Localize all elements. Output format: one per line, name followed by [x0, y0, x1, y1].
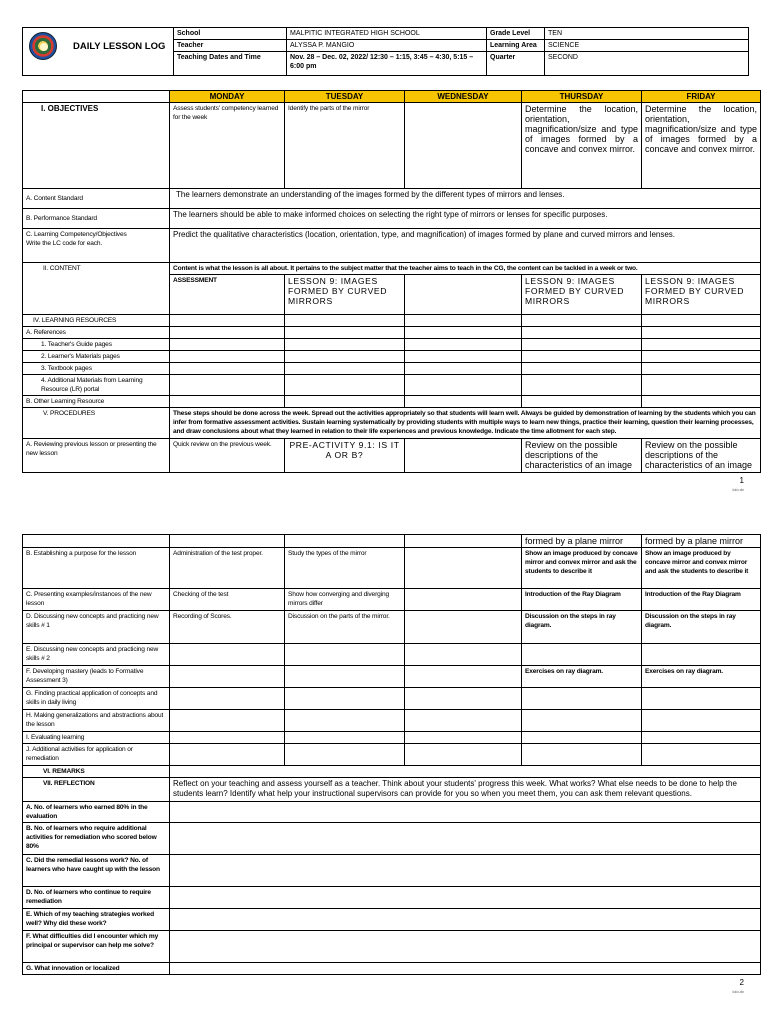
header-value-teacher: ALYSSA P. MANGIO	[287, 40, 487, 52]
reflection-item-c: C. Did the remedial lessons work? No. of learners who have caught up with the lesson	[23, 855, 170, 887]
procedure-g-wednesday	[405, 688, 522, 710]
procedure-i-wednesday	[405, 732, 522, 744]
content-standard-label: A. Content Standard	[23, 189, 170, 209]
reflection-answer-g[interactable]	[170, 963, 761, 975]
procedure-g-monday	[170, 688, 285, 710]
procedure-i-friday	[642, 732, 761, 744]
header-logo-cell	[23, 28, 174, 76]
procedure-f-wednesday	[405, 666, 522, 688]
procedure-e-friday	[642, 644, 761, 666]
objectives-thursday: Determine the location, orientation, magnification/size and type of images formed by a concave and convex mirror.	[522, 103, 642, 189]
procedure-e-monday	[170, 644, 285, 666]
header-value-dates: Nov. 28 – Dec. 02, 2022/ 12:30 – 1:15, 3:45 – 4:30, 5:15 – 6:00 pm	[287, 52, 487, 76]
procedure-b-label: B. Establishing a purpose for the lesson	[23, 548, 170, 589]
header-label-area: Learning Area	[487, 40, 545, 52]
reflection-answer-c[interactable]	[170, 855, 761, 887]
header-table	[22, 27, 749, 76]
procedure-j-label: J. Additional activities for application or remediation	[23, 744, 170, 766]
procedure-c-friday: Introduction of the Ray Diagram	[642, 589, 761, 611]
procedure-h-monday	[170, 710, 285, 732]
procedure-d-thursday: Discussion on the steps in ray diagram.	[522, 611, 642, 644]
procedure-d-monday: Recording of Scores.	[170, 611, 285, 644]
reflection-item-b: B. No. of learners who require additional activities for remediation who scored below 80%	[23, 823, 170, 855]
procedure-a-wednesday	[405, 439, 522, 473]
reflection-answer-a[interactable]	[170, 802, 761, 823]
day-header-friday: FRIDAY	[642, 91, 761, 103]
content-monday: ASSESSMENT	[170, 275, 285, 315]
procedure-g-tuesday	[285, 688, 405, 710]
procedure-g-thursday	[522, 688, 642, 710]
procedure-c-label: C. Presenting examples/instances of the new lesson	[23, 589, 170, 611]
procedure-a-thursday-cont: formed by a plane mirror	[522, 535, 642, 548]
procedure-d-wednesday	[405, 611, 522, 644]
header-label-grade: Grade Level	[487, 28, 545, 40]
reflection-item-f: F. What difficulties did I encounter which my principal or supervisor can help me solve?	[23, 931, 170, 963]
procedure-b-thursday: Show an image produced by concave mirror and convex mirror and ask the students to describe it	[522, 548, 642, 589]
procedures-label: V. PROCEDURES	[23, 408, 170, 439]
reflection-answer-b[interactable]	[170, 823, 761, 855]
reflection-item-a: A. No. of learners who earned 80% in the evaluation	[23, 802, 170, 823]
page-1	[0, 0, 768, 495]
content-friday: LESSON 9: IMAGES FORMED BY CURVED MIRRORS	[642, 275, 761, 315]
reflection-text: Reflect on your teaching and assess yourself as a teacher. Think about your students' progress this week. What works? What else needs to be done to help the students learn? Identify what help your instructional supervisors can provide for you so when you meet them, you can ask them relevant questions.	[170, 778, 761, 802]
procedure-f-tuesday	[285, 666, 405, 688]
procedure-h-tuesday	[285, 710, 405, 732]
resources-item-2: 2. Learner's Materials pages	[23, 351, 170, 363]
resources-item-1: 1. Teacher's Guide pages	[23, 339, 170, 351]
procedure-j-wednesday	[405, 744, 522, 766]
objectives-friday: Determine the location, orientation, magnification/size and type of images formed by a concave and convex mirror.	[642, 103, 761, 189]
procedure-j-thursday	[522, 744, 642, 766]
procedure-c-monday: Checking of the test	[170, 589, 285, 611]
resources-label: IV. LEARNING RESOURCES	[23, 315, 170, 327]
remarks-content	[170, 766, 761, 778]
page-2	[0, 495, 768, 1024]
school-seal-icon	[29, 32, 57, 60]
procedure-j-monday	[170, 744, 285, 766]
procedure-row	[23, 644, 761, 666]
content-thursday: LESSON 9: IMAGES FORMED BY CURVED MIRRORS	[522, 275, 642, 315]
performance-standard-text: The learners should be able to make informed choices on selecting the right type of mirrors or lenses for specific purposes.	[170, 209, 761, 229]
reflection-item-e: E. Which of my teaching strategies worked well? Why did these work?	[23, 909, 170, 931]
content-tuesday: LESSON 9: IMAGES FORMED BY CURVED MIRRORS	[285, 275, 405, 315]
page-title: DAILY LESSON LOG	[73, 41, 166, 52]
day-header-thursday: THURSDAY	[522, 91, 642, 103]
procedure-row	[23, 611, 761, 644]
procedure-g-label: G. Finding practical application of concepts and skills in daily living	[23, 688, 170, 710]
procedure-a-monday: Quick review on the previous week.	[170, 439, 285, 473]
procedure-j-tuesday	[285, 744, 405, 766]
reflection-item-g: G. What innovation or localized	[23, 963, 170, 975]
procedure-a-friday: Review on the possible descriptions of the characteristics of an image	[642, 439, 761, 473]
procedure-i-tuesday	[285, 732, 405, 744]
lesson-table-page-1	[22, 90, 761, 473]
procedure-row	[23, 744, 761, 766]
procedure-f-monday	[170, 666, 285, 688]
header-value-school: MALPITIC INTEGRATED HIGH SCHOOL	[287, 28, 487, 40]
resources-item-4: 4. Additional Materials from Learning Resource (LR) portal	[23, 375, 170, 396]
content-wednesday	[405, 275, 522, 315]
procedure-j-friday	[642, 744, 761, 766]
procedure-h-wednesday	[405, 710, 522, 732]
header-value-quarter: SECOND	[545, 52, 749, 76]
reflection-answer-e[interactable]	[170, 909, 761, 931]
page-number-2: 2	[739, 978, 744, 987]
procedure-row	[23, 666, 761, 688]
page-footer-2: lolo.dv	[732, 989, 744, 994]
procedure-row	[23, 710, 761, 732]
procedure-c-tuesday: Show how converging and diverging mirrors differ	[285, 589, 405, 611]
header-label-school: School	[174, 28, 287, 40]
resources-item-3: 3. Textbook pages	[23, 363, 170, 375]
procedure-row	[23, 688, 761, 710]
resources-references: A. References	[23, 327, 170, 339]
page-number-1: 1	[739, 476, 744, 485]
competency-label-line2: Write the LC code for each.	[26, 240, 103, 247]
procedure-i-label: I. Evaluating learning	[23, 732, 170, 744]
procedure-c-wednesday	[405, 589, 522, 611]
procedure-h-label: H. Making generalizations and abstractions about the lesson	[23, 710, 170, 732]
procedure-e-thursday	[522, 644, 642, 666]
procedure-b-wednesday	[405, 548, 522, 589]
objectives-tuesday: Identify the parts of the mirror	[285, 103, 405, 189]
lesson-table-page-2	[22, 534, 761, 975]
objectives-wednesday	[405, 103, 522, 189]
objectives-label: I. OBJECTIVES	[23, 103, 170, 189]
header-value-grade: TEN	[545, 28, 749, 40]
procedure-row	[23, 589, 761, 611]
procedure-a-thursday: Review on the possible descriptions of the characteristics of an image	[522, 439, 642, 473]
competency-text: Predict the qualitative characteristics (location, orientation, type, and magnification) of images formed by plane and curved mirrors and lenses.	[170, 229, 761, 263]
procedure-d-tuesday: Discussion on the parts of the mirror.	[285, 611, 405, 644]
procedure-b-monday: Administration of the test proper.	[170, 548, 285, 589]
objectives-monday: Assess students' competency learned for the week	[170, 103, 285, 189]
page-footer-1: lolo.dv	[732, 487, 744, 492]
procedure-c-thursday: Introduction of the Ray Diagram	[522, 589, 642, 611]
procedure-e-tuesday	[285, 644, 405, 666]
procedure-f-friday: Exercises on ray diagram.	[642, 666, 761, 688]
day-header-monday: MONDAY	[170, 91, 285, 103]
reflection-label: VII. REFLECTION	[23, 778, 170, 802]
procedure-b-friday: Show an image produced by concave mirror and convex mirror and ask the students to describe it	[642, 548, 761, 589]
procedure-h-friday	[642, 710, 761, 732]
procedure-d-friday: Discussion on the steps in ray diagram.	[642, 611, 761, 644]
content-label: II. CONTENT	[23, 263, 170, 315]
header-label-dates: Teaching Dates and Time	[174, 52, 287, 76]
competency-label	[23, 229, 170, 263]
remarks-label: VI. REMARKS	[23, 766, 170, 778]
procedure-a-tuesday: PRE-ACTIVITY 9.1: IS IT A OR B?	[285, 439, 405, 473]
procedure-h-thursday	[522, 710, 642, 732]
procedure-f-label: F. Developing mastery (leads to Formative Assessment 3)	[23, 666, 170, 688]
procedure-e-label: E. Discussing new concepts and practicing new skills # 2	[23, 644, 170, 666]
performance-standard-label: B. Performance Standard	[23, 209, 170, 229]
header-label-quarter: Quarter	[487, 52, 545, 76]
competency-label-line1: C. Learning Competency/Objectives	[26, 231, 127, 238]
content-standard-text: The learners demonstrate an understanding of the images formed by the different types of mirrors and lenses.	[170, 189, 761, 209]
procedure-f-thursday: Exercises on ray diagram.	[522, 666, 642, 688]
day-header-wednesday: WEDNESDAY	[405, 91, 522, 103]
procedure-i-thursday	[522, 732, 642, 744]
procedure-row	[23, 732, 761, 744]
procedures-note: These steps should be done across the week. Spread out the activities appropriately so that students will learn well. Always be guided by demonstration of learning by the students which you can infer from formative assessment activities. Sustain learning systematically by providing students with multiple ways to learn new things, practice their learning, question their learning processes, and draw conclusions about what they learned in relation to their life experiences and previous knowledge. Indicate the time allotment for each step.	[170, 408, 761, 439]
procedure-a-label: A. Reviewing previous lesson or presenting the new lesson	[23, 439, 170, 473]
day-header-tuesday: TUESDAY	[285, 91, 405, 103]
procedure-a-friday-cont: formed by a plane mirror	[642, 535, 761, 548]
procedure-e-wednesday	[405, 644, 522, 666]
procedure-d-label: D. Discussing new concepts and practicing new skills # 1	[23, 611, 170, 644]
procedure-b-tuesday: Study the types of the mirror	[285, 548, 405, 589]
procedure-row	[23, 548, 761, 589]
reflection-answer-d[interactable]	[170, 887, 761, 909]
reflection-answer-f[interactable]	[170, 931, 761, 963]
resources-other: B. Other Learning Resource	[23, 396, 170, 408]
reflection-item-d: D. No. of learners who continue to require remediation	[23, 887, 170, 909]
header-label-teacher: Teacher	[174, 40, 287, 52]
procedure-i-monday	[170, 732, 285, 744]
header-value-area: SCIENCE	[545, 40, 749, 52]
day-header-blank	[23, 91, 170, 103]
content-note: Content is what the lesson is all about. It pertains to the subject matter that the teacher aims to teach in the CG, the content can be tackled in a week or two.	[170, 263, 761, 275]
procedure-g-friday	[642, 688, 761, 710]
